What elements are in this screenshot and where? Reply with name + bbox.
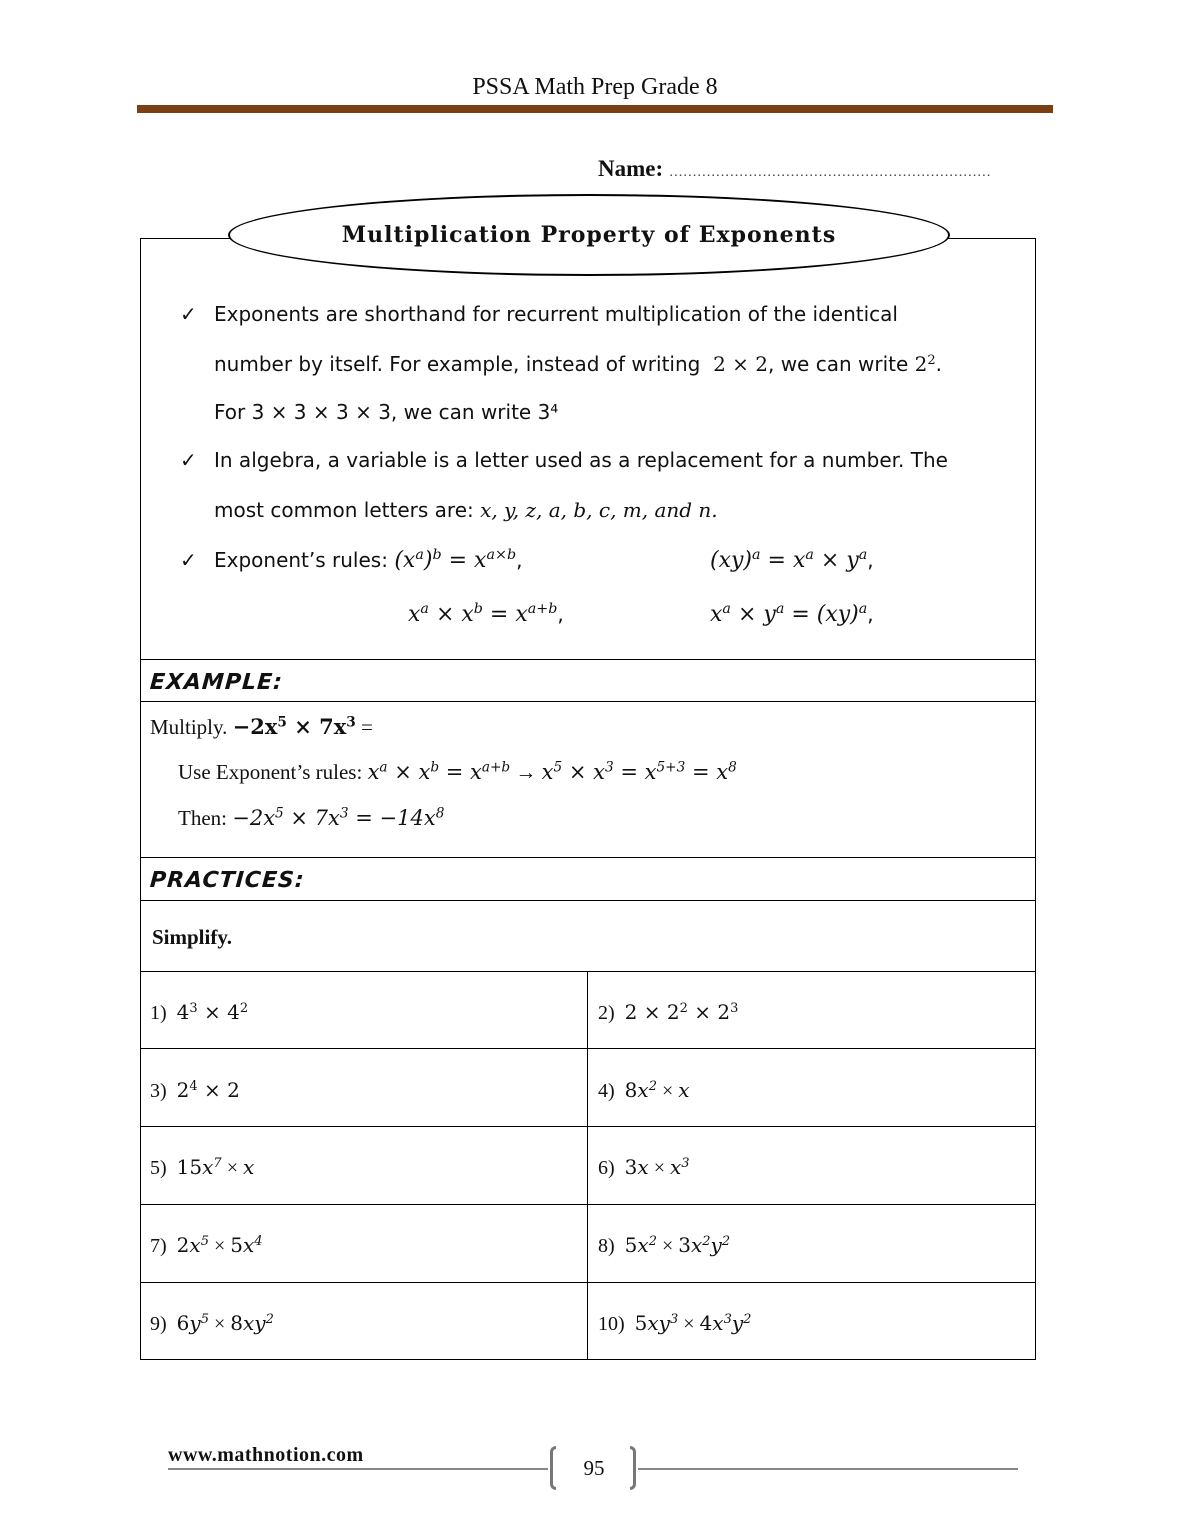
example-label: EXAMPLE: <box>149 670 284 695</box>
problem-1: 1) $4^3 \times 4^2$ <box>150 1000 249 1024</box>
divider <box>140 857 1036 858</box>
rule-power-of-product: $(xy)^a = x^a \times y^a$, <box>710 547 874 573</box>
footer-rule <box>638 1468 1018 1470</box>
problem-2: 2) $2 \times 2^2 \times 2^3$ <box>598 1000 739 1024</box>
instruction: Simplify. <box>152 925 232 949</box>
name-blank: …………………………………………………………… <box>668 165 991 180</box>
problem-3: 3) $2^4 \times 2$ <box>150 1078 240 1102</box>
problem-10: 10) $5xy^3 \times 4x^3y^2$ <box>598 1311 752 1335</box>
lesson-title: Multiplication Property of Exponents <box>228 194 950 276</box>
header-title: PSSA Math Prep Grade 8 <box>472 74 718 100</box>
problem-4: 4) $8x^2 \times x$ <box>598 1078 690 1102</box>
practices-label: PRACTICES: <box>149 868 306 893</box>
check-icon: ✓ <box>180 548 197 572</box>
name-field <box>598 156 991 182</box>
check-icon: ✓ <box>180 448 197 472</box>
problem-5: 5) $15x^7 \times x$ <box>150 1155 255 1179</box>
bracket-right-icon <box>630 1446 636 1490</box>
bracket-left-icon <box>550 1446 556 1490</box>
page-number: 95 <box>583 1456 605 1480</box>
problem-9: 9) $6y^5 \times 8xy^2$ <box>150 1311 274 1335</box>
grid-line <box>140 1048 1036 1049</box>
grid-line <box>140 1126 1036 1127</box>
problem-6: 6) $3x \times x^3$ <box>598 1155 690 1179</box>
name-label: Name: <box>598 156 664 181</box>
rule-product-same-exponent: $x^a \times y^a = (xy)^a$, <box>710 601 874 627</box>
example-problem: Multiply. $-2x^5 \times 7x^3$ = <box>150 714 373 739</box>
grid-line <box>140 1282 1036 1283</box>
header-rule <box>137 105 1053 113</box>
grid-line <box>140 971 1036 972</box>
divider <box>140 701 1036 702</box>
grid-line <box>140 1204 1036 1205</box>
rule-product-of-powers: $x^a \times x^b = x^{a+b}$, <box>408 601 564 627</box>
divider <box>140 659 1036 660</box>
footer-rule <box>168 1468 548 1470</box>
problem-7: 7) $2x^5 \times 5x^4$ <box>150 1233 263 1257</box>
example-answer: Then: $-2x^5 \times 7x^3 = -14x^8$ <box>178 805 445 830</box>
grid-column-divider <box>587 971 588 1360</box>
check-icon: ✓ <box>180 302 197 326</box>
divider <box>140 900 1036 901</box>
example-step: Use Exponent’s rules: $x^a \times x^b = x^{a+b} \to x^5 \times x^3 = x^{5+3} = x^8$ <box>178 759 737 784</box>
problem-8: 8) $5x^2 \times 3x^2y^2$ <box>598 1233 731 1257</box>
footer-url: www.mathnotion.com <box>168 1444 364 1466</box>
